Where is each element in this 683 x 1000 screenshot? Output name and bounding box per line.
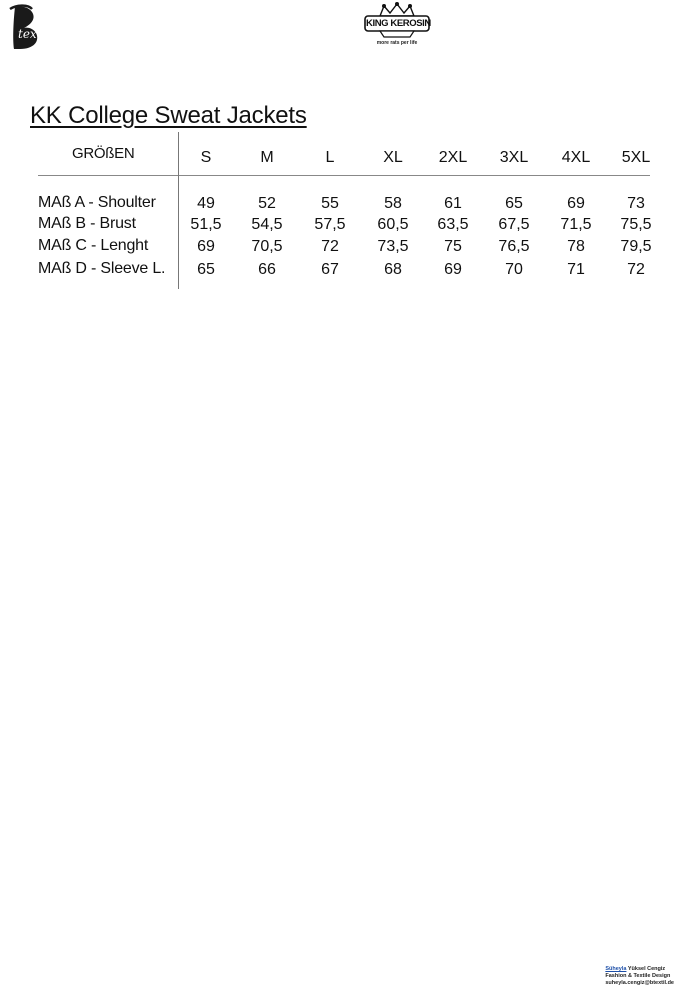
size-header-cell: XL [383, 149, 403, 166]
sizes-header-label: GRÖßEN [72, 145, 135, 162]
table-cell: 66 [258, 261, 276, 278]
row-label: MAß C - Lenght [38, 237, 149, 254]
table-cell: 60,5 [377, 216, 409, 233]
table-cell: 78 [567, 238, 585, 255]
table-cell: 68 [384, 261, 402, 278]
table-cell: 79,5 [620, 238, 652, 255]
designer-last-name: Yüksel Cengiz [627, 966, 666, 972]
table-cell: 69 [197, 238, 215, 255]
size-header-cell: 3XL [499, 149, 529, 166]
brand-tagline: more rats per life [376, 40, 418, 46]
size-header-cell: M [260, 149, 274, 166]
designer-role: Fashion & Textile Design [605, 973, 671, 979]
table-cell: 69 [444, 261, 462, 278]
row-label: MAß A - Shoulter [38, 194, 156, 211]
table-cell: 57,5 [314, 216, 346, 233]
designer-credit [605, 966, 674, 987]
size-header-cell: 4XL [561, 149, 591, 166]
table-cell: 72 [321, 238, 339, 255]
size-header-cell: S [200, 149, 212, 166]
table-cell: 69 [567, 195, 585, 212]
designer-name [605, 966, 674, 973]
designer-first-name: Süheyla [605, 966, 627, 972]
table-cell: 51,5 [190, 216, 222, 233]
table-cell: 70,5 [251, 238, 283, 255]
table-cell: 73,5 [377, 238, 409, 255]
table-cell: 72 [627, 261, 645, 278]
table-cell: 67,5 [498, 216, 530, 233]
row-label: MAß D - Sleeve L. [38, 260, 166, 277]
king-kerosin-logo [362, 2, 432, 50]
btex-logo-text: tex [18, 27, 37, 41]
btex-logo [6, 3, 44, 51]
table-cell: 63,5 [437, 216, 469, 233]
table-cell: 73 [627, 195, 645, 212]
table-cell: 65 [197, 261, 215, 278]
page-title: KK College Sweat Jackets [30, 102, 307, 129]
size-header-cell: 5XL [621, 149, 651, 166]
header-divider [38, 175, 650, 176]
table-cell: 55 [321, 195, 339, 212]
table-cell: 71,5 [560, 216, 592, 233]
size-header-cell: L [325, 149, 335, 166]
table-cell: 76,5 [498, 238, 530, 255]
row-label: MAß B - Brust [38, 215, 136, 232]
table-cell: 65 [505, 195, 523, 212]
table-cell: 52 [258, 195, 276, 212]
table-cell: 49 [197, 195, 215, 212]
table-cell: 71 [567, 261, 585, 278]
size-header-cell: 2XL [438, 149, 468, 166]
table-cell: 54,5 [251, 216, 283, 233]
table-cell: 75,5 [620, 216, 652, 233]
table-cell: 61 [444, 195, 462, 212]
table-cell: 70 [505, 261, 523, 278]
designer-email: suheyla.cengiz@btextil.de [605, 980, 674, 986]
brand-name: KING KEROSIN [366, 18, 431, 29]
table-cell: 67 [321, 261, 339, 278]
table-cell: 75 [444, 238, 462, 255]
table-cell: 58 [384, 195, 402, 212]
